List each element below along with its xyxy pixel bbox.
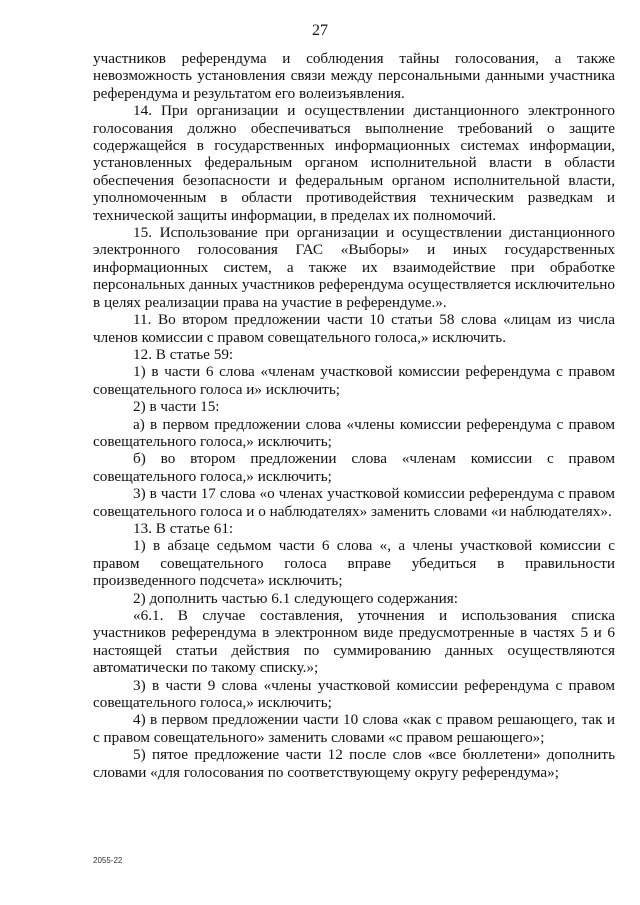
paragraph-item-13-3: 3) в части 9 слова «члены участковой комиссии референдума с правом совещательного голоса,» исключить; [93,676,615,712]
page-number: 27 [312,22,328,39]
paragraph-item-13-5: 5) пятое предложение части 12 после слов «все бюллетени» дополнить словами «для голосования по соответствующему округу референдума»; [93,746,615,781]
paragraph-item-12-2-b: б) во втором предложении слова «членам комиссии с правом совещательного голоса,» исключить; [93,450,615,485]
paragraph-item-12: 12. В статье 59: [133,345,234,363]
paragraph-14: 14. При организации и осуществлении дистанционного электронного голосования должно обеспечиваться выполнение требований о защите содержащейся в государственных информационных системах информации, установленных федеральным органом исполнительной власти в области обеспечения безопасности и федеральным органом исполнительной власти, уполномоченным в области противодействия техническим разведкам и технической защиты информации, в пределах их полномочий. [93,102,615,224]
document-body [93,50,615,781]
paragraph-item-13: 13. В статье 61: [133,519,234,537]
paragraph-item-13-4: 4) в первом предложении части 10 слова «как с правом решающего, так и с правом совещательного» заменить словами «с правом решающего»; [93,711,615,746]
paragraph-item-12-2-a: а) в первом предложении слова «члены комиссии референдума с правом совещательного голоса,» исключить; [93,415,615,450]
paragraph-item-13-2: 2) дополнить частью 6.1 следующего содержания: [133,589,458,607]
paragraph-item-12-3: 3) в части 17 слова «о членах участковой комиссии референдума с правом совещательного голоса и о наблюдателях» заменить словами «и наблюдателях». [93,485,615,520]
document-code: 2055-22 [93,856,123,865]
paragraph-15: 15. Использование при организации и осуществлении дистанционного электронного голосования ГАС «Выборы» и иных государственных информационных систем, а также их взаимодействие при обработке персональных данных участников референдума осуществляется исключительно в целях реализации права на участие в референдуме.». [93,224,615,311]
paragraph-item-6-1: «6.1. В случае составления, уточнения и использования списка участников референдума в электронном виде предусмотренные в частях 5 и 6 настоящей статьи действия по суммированию данных осуществляются автоматически по такому списку.»; [93,607,615,677]
paragraph-item-13-1: 1) в абзаце седьмом части 6 слова «, а члены участковой комиссии с правом совещательного голоса вправе убедиться в правильности произведенного подсчета» исключить; [93,537,615,590]
paragraph-item-11: 11. Во втором предложении части 10 статьи 58 слова «лицам из числа членов комиссии с правом совещательного голоса,» исключить. [93,311,615,346]
paragraph-item-12-1: 1) в части 6 слова «членам участковой комиссии референдума с правом совещательного голоса и» исключить; [93,363,615,398]
paragraph-item-12-2: 2) в части 15: [133,398,220,416]
paragraph-continuation: участников референдума и соблюдения тайны голосования, а также невозможность установления связи между персональными данными участника референдума и результатом его волеизъявления. [93,50,615,102]
